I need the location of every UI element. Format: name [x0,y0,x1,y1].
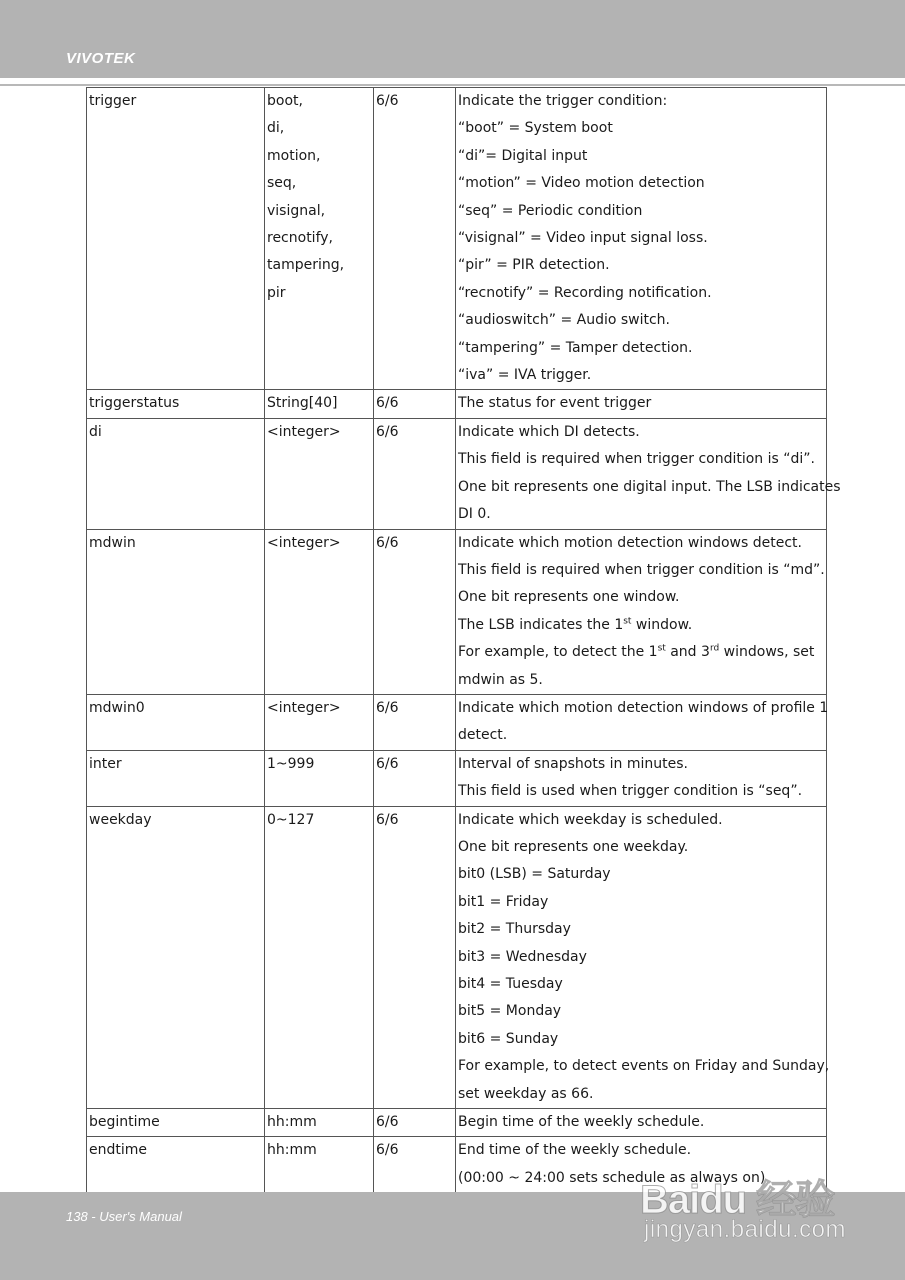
param-value-cell [265,88,374,390]
param-name: trigger [89,93,137,109]
param-name-cell [87,418,265,529]
param-value-line: boot, [267,93,303,109]
param-name-cell [87,1137,265,1193]
param-description-cell [456,390,827,418]
param-name-cell [87,806,265,1108]
description-line: This field is used when trigger condition is “seq”. [458,783,803,800]
description-line: “tampering” = Tamper detection. [458,339,693,356]
param-security-cell [374,529,456,694]
description-line: Indicate which DI detects. [458,423,640,440]
param-value-line: <integer> [267,423,341,440]
description-line: Interval of snapshots in minutes. [458,755,688,772]
description-line: “recnotify” = Recording notification. [458,284,712,301]
param-name-cell [87,88,265,390]
param-name: endtime [89,1142,148,1159]
table-row [87,88,827,390]
param-value-cell [265,1137,374,1193]
text-run: The LSB indicates the 1 [458,616,624,633]
description-line: “visignal” = Video input signal loss. [458,230,708,247]
param-name: inter [89,755,122,772]
description-line: bit2 = Thursday [458,921,571,938]
param-value-cell [265,694,374,750]
text-run: window. [631,616,693,633]
description-line: “pir” = PIR detection. [458,257,610,274]
param-value-line: <integer> [267,699,341,716]
param-value-line: di, [267,120,285,137]
param-description-cell [456,529,827,694]
param-value-line: <integer> [267,534,341,551]
description-line: detect. [458,727,508,744]
param-value-cell [265,1109,374,1137]
description-line: bit3 = Wednesday [458,948,587,965]
param-security-cell [374,750,456,806]
description-line: mdwin as 5. [458,671,543,688]
description-line: set weekday as 66. [458,1085,594,1102]
description-line: DI 0. [458,506,491,523]
description-line: “boot” = System boot [458,120,613,137]
param-name-cell [87,750,265,806]
param-value-cell [265,390,374,418]
param-security-cell [374,390,456,418]
param-security: 6/6 [376,534,399,551]
param-name-cell [87,1109,265,1137]
description-line: End time of the weekly schedule. [458,1142,692,1159]
param-security-cell [374,1137,456,1193]
param-security-cell [374,1109,456,1137]
description-line: “iva” = IVA trigger. [458,367,592,384]
param-value-line: pir [267,284,286,301]
superscript: st [623,616,632,627]
description-line: Indicate which motion detection windows detect. [458,534,802,551]
param-name: weekday [89,811,152,828]
param-security: 6/6 [376,423,399,440]
param-security: 6/6 [376,1114,399,1131]
page-number: 138 - User's Manual [66,1209,182,1224]
param-value-line: 0~127 [267,811,315,828]
description-line [458,612,824,639]
watermark [640,1160,860,1250]
page-header [0,0,905,78]
description-line: Indicate which weekday is scheduled. [458,811,723,828]
table-row [87,806,827,1108]
param-description-cell [456,806,830,1108]
param-security-cell [374,88,456,390]
param-value-line: seq, [267,175,297,192]
description-line: bit4 = Tuesday [458,976,563,992]
table-row [87,1109,827,1137]
superscript: rd [709,643,720,654]
parameter-table [86,87,841,1193]
watermark-logo: Baidu 经验 [640,1178,835,1222]
description-line: bit5 = Monday [458,1003,562,1020]
param-security-cell [374,806,456,1108]
param-description-cell [456,1109,827,1137]
param-security: 6/6 [376,755,399,772]
description-line: bit0 (LSB) = Saturday [458,866,611,883]
param-value-cell [265,529,374,694]
description-line: (00:00 ~ 24:00 sets schedule as always on) [458,1169,766,1186]
description-line [458,639,824,666]
param-security: 6/6 [376,93,399,109]
param-security: 6/6 [376,811,399,828]
text-run: and 3 [665,644,710,661]
param-description-cell [456,418,841,529]
param-name: triggerstatus [89,395,180,412]
param-description-cell [456,694,827,750]
param-value-line: visignal, [267,202,326,219]
text-run: For example, to detect the 1 [458,644,658,661]
param-value-line: String[40] [267,395,338,412]
param-value-line: recnotify, [267,230,333,247]
param-value-line: tampering, [267,257,345,274]
description-line: For example, to detect events on Friday and Sunday, [458,1058,830,1075]
description-line: One bit represents one window. [458,589,680,606]
param-name-cell [87,694,265,750]
superscript: st [657,643,666,654]
param-description-cell [456,88,827,390]
table-row [87,529,827,694]
param-value-line: hh:mm [267,1114,317,1131]
param-name-cell [87,390,265,418]
param-value-line: hh:mm [267,1142,317,1159]
description-line: The status for event trigger [458,395,652,412]
param-security: 6/6 [376,1142,399,1159]
description-line: bit1 = Friday [458,893,549,910]
table-row [87,694,827,750]
table-row [87,390,827,418]
description-line: One bit represents one digital input. The LSB indicates [458,478,841,495]
description-line: “audioswitch” = Audio switch. [458,312,671,329]
description-line: One bit represents one weekday. [458,838,689,855]
text-run: windows, set [719,644,815,661]
param-value-line: motion, [267,147,321,164]
param-name-cell [87,529,265,694]
param-security: 6/6 [376,699,399,716]
watermark-url: jingyan.baidu.com [644,1216,846,1243]
param-name: di [89,423,102,440]
param-security: 6/6 [376,395,399,412]
param-security-cell [374,694,456,750]
table-row [87,418,827,529]
param-value-line: 1~999 [267,755,315,772]
table-row [87,750,827,806]
param-description-cell [456,750,827,806]
description-line: “di”= Digital input [458,147,588,164]
param-name: begintime [89,1114,160,1131]
description-line: “motion” = Video motion detection [458,175,705,192]
description-line: Indicate the trigger condition: [458,93,668,109]
description-line: “seq” = Periodic condition [458,202,643,219]
header-divider [0,84,905,86]
description-line: bit6 = Sunday [458,1030,559,1047]
param-value-cell [265,418,374,529]
description-line: This field is required when trigger condition is “md”. [458,561,825,578]
parameter-table-body [87,88,841,1193]
description-line: Indicate which motion detection windows of profile 1 [458,699,829,716]
param-name: mdwin0 [89,699,145,716]
description-line: This field is required when trigger condition is “di”. [458,451,815,468]
param-value-cell [265,806,374,1108]
description-line: Begin time of the weekly schedule. [458,1114,705,1131]
param-name: mdwin [89,534,136,551]
param-security-cell [374,418,456,529]
param-value-cell [265,750,374,806]
brand-logo: VIVOTEK [66,50,136,67]
